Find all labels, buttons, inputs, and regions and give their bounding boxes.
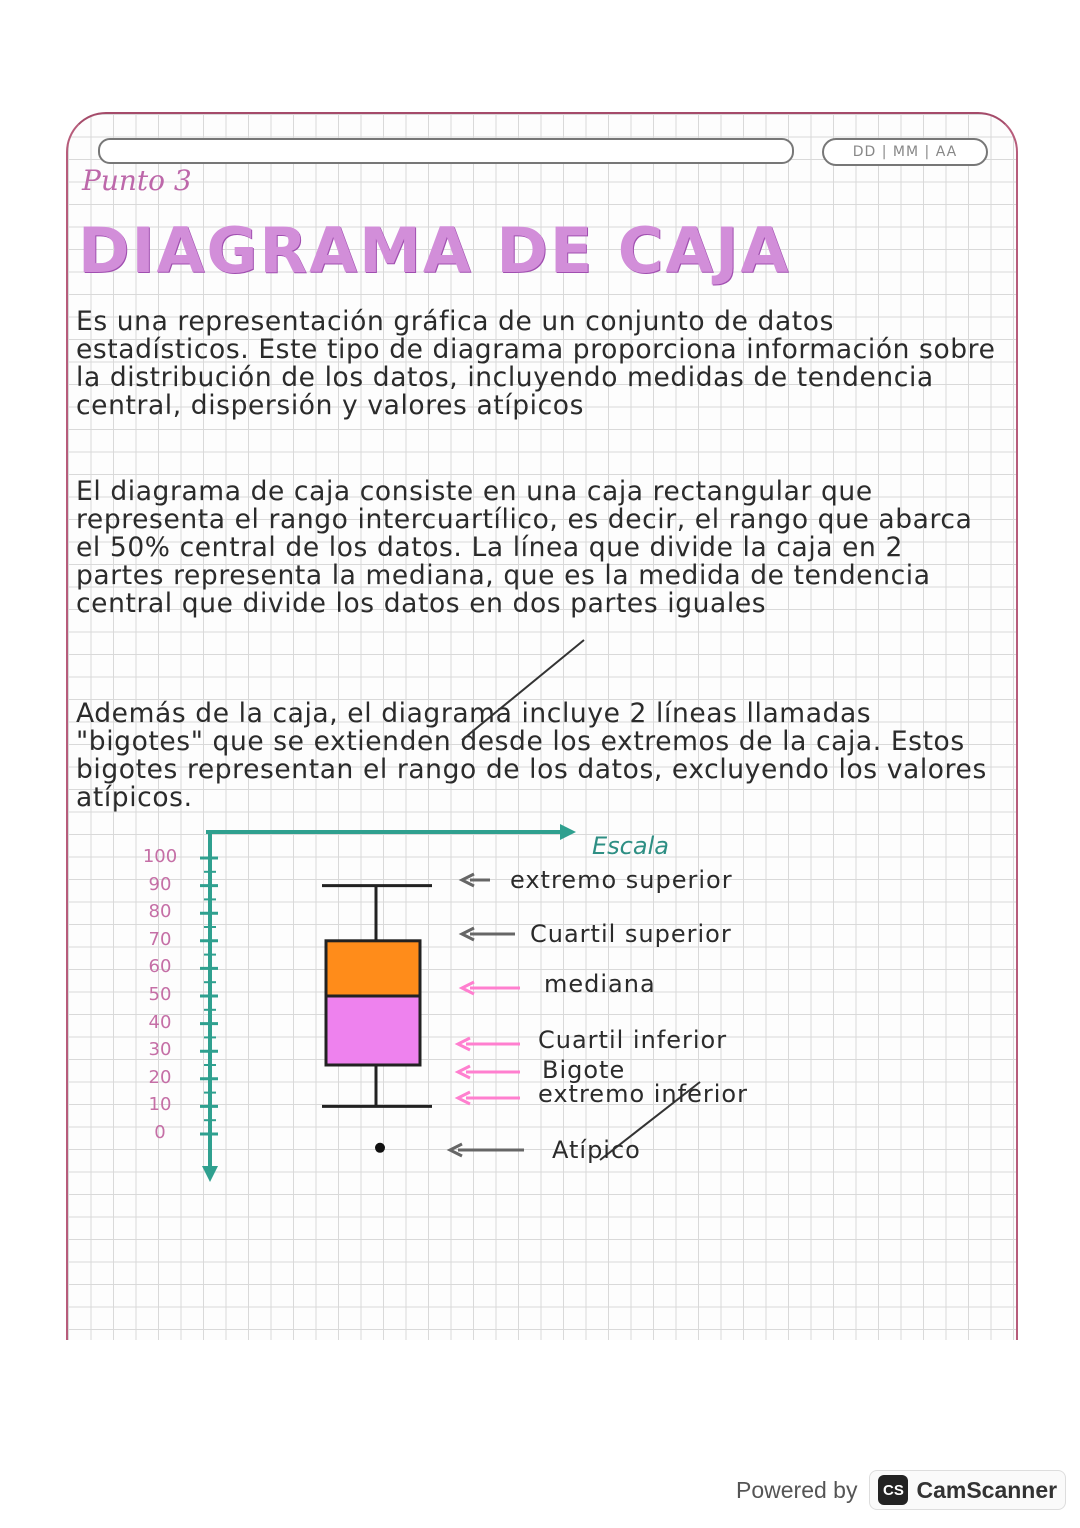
label-lower-extreme: extremo inferior (538, 1080, 748, 1108)
label-median: mediana (544, 970, 656, 998)
y-tick-label: 80 (148, 901, 172, 923)
footer (736, 1470, 1066, 1510)
date-box: DD | MM | AA (822, 138, 988, 166)
y-tick-label: 50 (148, 984, 172, 1005)
page-title: DIAGRAMA DE CAJA (78, 214, 791, 287)
paragraph-box: El diagrama de caja consiste en una caja rectangular que representa el rango intercuartílico, es decir, el rango que abarca el 50% central de los datos. La línea que divide la caja en 2 partes representa la mediana, que es la medida de tendencia central que divide los datos en dos partes iguales (76, 476, 973, 619)
scale-label: Escala (592, 832, 669, 860)
y-tick-label: 30 (148, 1039, 172, 1061)
y-tick-label: 20 (148, 1066, 172, 1088)
upper-box (326, 941, 420, 996)
camscanner-brand: CamScanner (916, 1476, 1058, 1503)
powered-by-text: Powered by (736, 1476, 858, 1503)
paragraph-whiskers: Además de la caja, el diagrama incluye 2 líneas llamadas "bigotes" que se extienden desde los extremos de la caja. Estos bigotes representan el rango de los datos, excluyendo los valores atípicos. (76, 698, 987, 813)
box-group (322, 886, 432, 1153)
y-tick-label: 40 (148, 1011, 172, 1033)
lower-box (326, 996, 420, 1065)
y-tick-label: 90 (148, 873, 172, 895)
label-upper-quartile: Cuartil superior (530, 920, 732, 948)
y-axis-ticks (200, 858, 218, 1134)
outlier-point (375, 1143, 385, 1153)
label-outlier: Atípico (552, 1136, 641, 1164)
camscanner-logo-icon: CS (878, 1475, 908, 1505)
punto-label: Punto 3 (82, 164, 192, 197)
y-tick-label: 70 (148, 928, 172, 950)
label-arrows (450, 874, 524, 1156)
y-tick-label: 10 (148, 1094, 172, 1116)
y-tick-label: 0 (154, 1122, 166, 1143)
y-axis-arrowhead (202, 1166, 218, 1182)
decorative-stroke (462, 640, 584, 740)
paragraph-definition: Es una representación gráfica de un conjunto de datos estadísticos. Este tipo de diagrama proporciona información sobre la distribución de los datos, incluyendo medidas de tendencia central, dispersión y valores atípicos (76, 306, 996, 421)
label-lower-quartile: Cuartil inferior (538, 1026, 728, 1054)
y-tick-label: 60 (148, 956, 172, 978)
label-whisker: Bigote (542, 1056, 626, 1084)
y-tick-label: 100 (142, 846, 178, 867)
camscanner-badge (869, 1470, 1066, 1510)
scale-arrowhead (560, 824, 576, 840)
label-upper-extreme: extremo superior (510, 866, 733, 894)
